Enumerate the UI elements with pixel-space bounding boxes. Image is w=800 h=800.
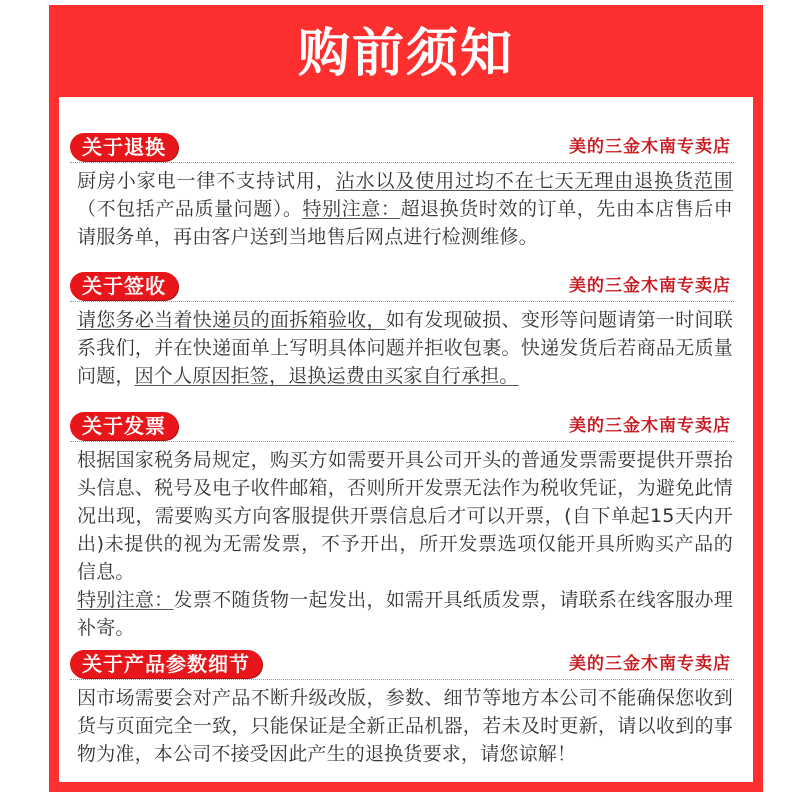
dotted-divider: [70, 162, 734, 163]
section-badge: 关于签收: [70, 272, 178, 300]
section-body: [77, 684, 733, 768]
section-badge: 关于退换: [70, 133, 178, 161]
page-title: 购前须知: [297, 24, 514, 84]
underlined-text: 请您务必当着快递员的面拆箱验收，: [77, 309, 386, 331]
underlined-text: 特别注意：: [77, 589, 174, 611]
text-segment: 厨房小家电一律不支持试用，: [77, 170, 336, 192]
section-returns: [59, 133, 753, 251]
section-body: [77, 306, 733, 390]
text-segment: 因市场需要会对产品不断升级改版，参数、细节等地方本公司不能确保您收到货与页面完全一致，只能保证是全新正品机器，若未及时更新，请以收到的事物为准，本公司不接受因此产生的退换货要求，请您谅解！: [77, 687, 733, 765]
section-body: [77, 446, 733, 642]
section-product-details: [59, 650, 753, 768]
invoice-paragraph: [77, 446, 733, 586]
section-header: [59, 412, 753, 442]
store-name: 美的三金木南专卖店: [569, 137, 731, 157]
text-segment: 发票不随货物一起发出，如需开具纸质发票，请联系在线客服办理补寄。: [77, 589, 733, 639]
section-badge: 关于发票: [70, 412, 178, 440]
section-receipt: [59, 272, 753, 390]
dotted-divider: [70, 301, 734, 302]
notice-panel: [59, 97, 753, 782]
section-header: [59, 272, 753, 302]
text-segment: 如有发现破损、变形等问题请第一时间联系我们，并在快递面单上写明具体问题并拒收包裹。快递发货后若商品无质量问题，: [77, 309, 733, 387]
text-segment: 超退换货时效的订单，先由本店售后申请服务单，再由客户送到当地售后网点进行检测维修。: [77, 198, 733, 248]
section-invoice: [59, 412, 753, 642]
section-header: [59, 650, 753, 680]
store-name: 美的三金木南专卖店: [569, 276, 731, 296]
invoice-note: [77, 586, 733, 642]
dotted-divider: [70, 441, 734, 442]
section-body: [77, 167, 733, 251]
notice-frame: [49, 5, 763, 792]
text-segment: 根据国家税务局规定，购买方如需要开具公司开头的普通发票需要提供开票抬头信息、税号及电子收件邮箱，否则所开发票无法作为税收凭证，为避免此情况出现，需要购买方向客服提供开票信息后才可以开票，(自下单起15天内开出)未提供的视为无需发票，不予开出，所开发票选项仅能开具所购买产品的信息。: [77, 449, 733, 583]
store-name: 美的三金木南专卖店: [569, 654, 731, 674]
section-badge: 关于产品参数细节: [70, 650, 262, 678]
underlined-text: 沾水以及使用过均不在七天无理由退换货范围: [335, 170, 733, 192]
text-segment: （不包括产品质量问题）。: [77, 198, 303, 220]
underlined-text: 因个人原因拒签，退换运费由买家自行承担。: [134, 365, 519, 387]
store-name: 美的三金木南专卖店: [569, 416, 731, 436]
section-header: [59, 133, 753, 163]
underlined-text: 特别注意：: [302, 198, 401, 220]
dotted-divider: [70, 679, 734, 680]
